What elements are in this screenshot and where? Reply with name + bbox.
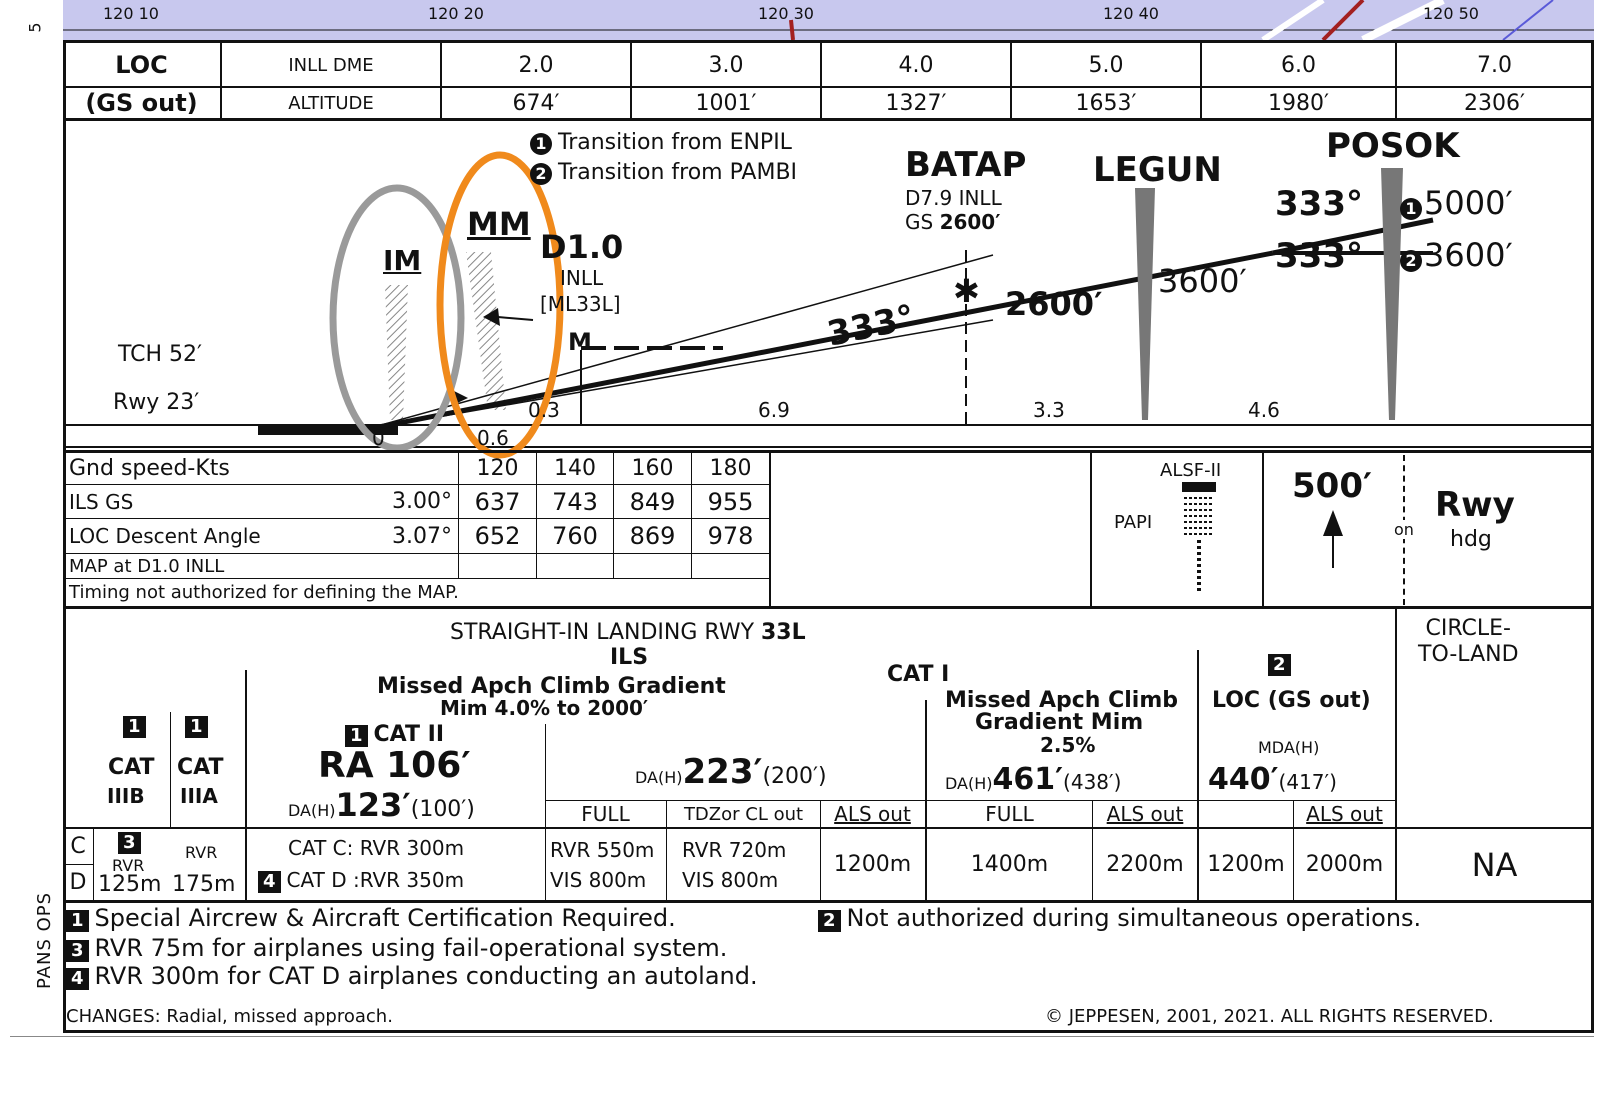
loc-rate: 978 <box>707 522 754 550</box>
col-als-out: ALS out <box>834 802 911 826</box>
iiib-rvr-value: 125m <box>98 872 162 897</box>
dist-mm: 0.6 <box>477 426 509 450</box>
loc-als-value: 2000m <box>1305 852 1384 877</box>
profile-view-graphics <box>63 120 1594 465</box>
climb-altitude: 500′ <box>1292 466 1372 506</box>
altitude-2-value: 3600′ <box>1424 236 1513 274</box>
note-2 <box>818 904 1421 932</box>
missed-ii-gradient: Mim 4.0% to 2000′ <box>440 696 649 720</box>
straight-in-label: STRAIGHT-IN LANDING RWY <box>450 620 761 645</box>
note-1-num: 1 <box>345 725 368 747</box>
altitude-1-value: 5000′ <box>1424 184 1513 222</box>
ra-value: RA 106′ <box>318 745 471 786</box>
mm-marker: MM <box>467 205 531 243</box>
h-value: (438′) <box>1063 770 1122 794</box>
speed-value: 140 <box>554 455 596 481</box>
transition-1-num: 1 <box>530 133 552 155</box>
loc-rate: 869 <box>629 522 676 550</box>
batap-altitude: 2600′ <box>1005 285 1103 323</box>
ils-rate: 955 <box>707 487 754 516</box>
mda-label: MDA(H) <box>1258 738 1320 757</box>
h-value: (200′) <box>762 764 827 789</box>
loc-gs-out-label: LOC (GS out) <box>1212 688 1371 713</box>
dist-seg: 3.3 <box>1033 398 1065 422</box>
dme-value: 3.0 <box>708 52 744 78</box>
legun-altitude: 3600′ <box>1158 262 1247 300</box>
lon-tick: 120 50 <box>1423 4 1479 23</box>
full-vis: VIS 800m <box>550 868 647 892</box>
transition-1-label: Transition from ENPIL <box>558 130 792 155</box>
col-als-out: ALS out <box>1306 802 1383 826</box>
gnd-speed-label: Gnd speed-Kts <box>69 455 230 481</box>
dme-value: 5.0 <box>1088 52 1124 78</box>
da-value: 223′ <box>682 752 763 792</box>
papi-label: PAPI <box>1114 512 1153 533</box>
cat-ii-text: CAT II <box>373 722 445 747</box>
tdz-vis: VIS 800m <box>682 868 779 892</box>
cat-d-label: D <box>69 870 87 895</box>
dme-value: 7.0 <box>1477 52 1512 78</box>
cat-c-label: C <box>70 834 86 859</box>
missed-i-label-2: Gradient Mim <box>975 710 1144 735</box>
dme-row-label: INLL DME <box>288 54 374 76</box>
gs-out-label: (GS out) <box>85 89 198 117</box>
batap-dme: D7.9 INLL <box>905 186 1002 210</box>
altitude-value: 674′ <box>512 90 560 116</box>
plan-view-strip <box>63 0 1594 40</box>
note-4-text: RVR 300m for CAT D airplanes conducting an autoland. <box>94 962 758 990</box>
loc-mda <box>1208 762 1337 797</box>
im-marker: IM <box>383 244 422 277</box>
iiib-rvr-label: RVR <box>112 856 145 875</box>
note-3-text: RVR 75m for airplanes using fail-operational system. <box>94 934 728 962</box>
ils-label: ILS <box>610 645 649 670</box>
ils-gs-angle: 3.00° <box>392 489 452 514</box>
missed-i-gradient: 2.5% <box>1040 733 1096 757</box>
altitude-1 <box>1400 184 1513 222</box>
full-rvr: RVR 550m <box>550 838 655 862</box>
cat-i-full-value: 1400m <box>970 852 1049 877</box>
ils-rate: 743 <box>552 487 598 516</box>
da-value: 123′ <box>335 786 411 824</box>
note-1-num: 1 <box>185 716 208 738</box>
da-label: DA(H) <box>945 774 993 793</box>
altitude-1-num: 1 <box>1400 198 1422 220</box>
loc-rate: 760 <box>552 522 598 550</box>
note-2-badge <box>1268 654 1297 676</box>
note-4 <box>66 962 758 990</box>
note-4-num: 4 <box>258 871 281 893</box>
altitude-2-num: 2 <box>1400 250 1422 272</box>
svg-text:✱: ✱ <box>953 272 980 310</box>
loc-rate: 652 <box>474 522 521 550</box>
cat-c-rvr: CAT C: RVR 300m <box>288 836 465 860</box>
loc-label: LOC <box>115 51 168 79</box>
lon-tick: 120 10 <box>103 4 159 23</box>
hdg-label: hdg <box>1450 527 1492 552</box>
altitude-value: 2306′ <box>1464 90 1525 116</box>
h-value: (100′) <box>410 797 475 822</box>
cat-label: CAT <box>177 755 224 780</box>
cat-iiia-label: IIIA <box>180 784 218 808</box>
cat-d-rvr <box>258 868 464 893</box>
lon-tick: 120 30 <box>758 4 814 23</box>
cat-i-label: CAT I <box>887 662 950 687</box>
note-1 <box>66 904 676 932</box>
copyright: © JEPPESEN, 2001, 2021. ALL RIGHTS RESERVED. <box>1045 1006 1494 1027</box>
batap-fix: BATAP <box>905 145 1027 185</box>
batap-gs <box>905 210 1001 234</box>
note-3-badge <box>118 832 147 854</box>
transition-1 <box>530 130 792 155</box>
note-3-num: 3 <box>118 832 141 854</box>
rwy-hdg-label: Rwy <box>1435 485 1515 525</box>
rwy-elev-label: Rwy 23′ <box>113 390 200 415</box>
note-1-num: 1 <box>123 716 146 738</box>
note-3-num: 3 <box>66 940 89 962</box>
altitude-value: 1653′ <box>1075 90 1137 116</box>
dme-value: 6.0 <box>1281 52 1316 78</box>
runway-ident: 33L <box>761 620 806 645</box>
tch-label: TCH 52′ <box>118 342 203 367</box>
changes-note: CHANGES: Radial, missed approach. <box>66 1006 393 1027</box>
cat-i-da <box>635 752 827 792</box>
mda-value: 440′ <box>1208 762 1279 797</box>
approach-light-icon <box>1180 482 1220 597</box>
plan-view-graphics <box>63 0 1594 40</box>
missed-ii-label: Missed Apch Climb Gradient <box>377 674 726 699</box>
map-label: MAP at D1.0 INLL <box>69 555 225 577</box>
transition-2-label: Transition from PAMBI <box>558 160 798 185</box>
posok-fix: POSOK <box>1326 126 1460 166</box>
loc-descent-label: LOC Descent Angle <box>69 524 261 548</box>
dist-seg: 0.3 <box>528 398 560 422</box>
col-als-out: ALS out <box>1106 802 1184 826</box>
page-marker: 5 <box>25 22 45 33</box>
cat-i-als-value: 2200m <box>1106 852 1184 877</box>
cat-iiib-label: IIIB <box>107 784 145 808</box>
altitude-value: 1327′ <box>885 90 947 116</box>
course-1: 333° <box>1275 184 1363 224</box>
cat-ii-label <box>345 722 444 747</box>
cat-label: CAT <box>108 755 155 780</box>
dist-seg: 4.6 <box>1248 398 1280 422</box>
circle-na-value: NA <box>1471 845 1518 884</box>
speed-value: 120 <box>476 455 519 481</box>
lon-tick: 120 40 <box>1103 4 1159 23</box>
legun-fix: LEGUN <box>1093 150 1222 190</box>
note-1-badge-iiia <box>185 716 214 738</box>
note-2-num: 2 <box>1268 654 1291 676</box>
col-full: FULL <box>985 802 1034 826</box>
lon-tick: 120 20 <box>428 4 484 23</box>
als-out-value: 1200m <box>833 852 912 877</box>
missed-i-label: Missed Apch Climb <box>945 688 1178 713</box>
alsf-label: ALSF-II <box>1160 460 1222 481</box>
h-value: (417′) <box>1278 770 1337 794</box>
on-label: on <box>1394 520 1414 539</box>
circle-to-land-label: CIRCLE- TO-LAND <box>1418 616 1519 667</box>
col-tdz: TDZor CL out <box>683 803 804 825</box>
iiia-rvr-label: RVR <box>185 843 218 862</box>
ils-gs-label: ILS GS <box>69 489 134 514</box>
transition-2-num: 2 <box>530 163 552 185</box>
d10-nav: INLL <box>560 266 604 290</box>
transition-2 <box>530 160 797 185</box>
dist-zero: 0 <box>372 426 385 450</box>
dme-value: 4.0 <box>898 52 934 78</box>
batap-gs-alt: 2600′ <box>939 210 1001 234</box>
straight-in-header <box>450 620 806 645</box>
final-course: 333° <box>823 297 919 355</box>
altitude-value: 1001′ <box>695 90 757 116</box>
ils-rate: 637 <box>474 487 521 516</box>
cat-ii-da <box>288 786 475 824</box>
cat-i-2-da <box>945 762 1121 797</box>
batap-gs-label: GS <box>905 210 940 234</box>
note-1-num: 1 <box>66 910 89 932</box>
map-marker: M <box>568 328 592 356</box>
ils-rate: 849 <box>629 487 676 516</box>
loc-full-value: 1200m <box>1207 852 1285 877</box>
da-value: 461′ <box>992 762 1064 797</box>
dme-value: 2.0 <box>518 52 554 78</box>
altitude-row-label: ALTITUDE <box>288 92 374 114</box>
altitude-value: 1980′ <box>1268 90 1329 116</box>
course-2: 333° <box>1275 236 1363 276</box>
pans-ops-label: PANS OPS <box>34 891 56 990</box>
note-3 <box>66 934 727 962</box>
note-1-badge-iiib <box>123 716 152 738</box>
timing-note: Timing not authorized for defining the MAP. <box>69 581 459 603</box>
note-4-num: 4 <box>66 968 89 990</box>
d10-waypoint: [ML33L] <box>540 292 621 316</box>
cat-d-rvr-text: CAT D :RVR 350m <box>286 868 465 892</box>
da-label: DA(H) <box>635 768 683 787</box>
tdz-rvr: RVR 720m <box>682 838 787 862</box>
iiia-rvr-value: 175m <box>172 872 236 897</box>
da-label: DA(H) <box>288 801 336 820</box>
loc-descent-angle: 3.07° <box>392 523 452 549</box>
note-1-text: Special Aircrew & Aircraft Certification Required. <box>94 904 676 932</box>
note-2-text: Not authorized during simultaneous operations. <box>846 904 1422 932</box>
col-full: FULL <box>581 802 630 826</box>
note-2-num: 2 <box>818 910 841 932</box>
altitude-2 <box>1400 236 1513 274</box>
speed-value: 160 <box>631 455 674 481</box>
d10-fix: D1.0 <box>540 228 624 266</box>
dist-seg: 6.9 <box>758 398 790 422</box>
speed-value: 180 <box>709 455 752 481</box>
arrow-up-icon <box>1319 510 1347 570</box>
